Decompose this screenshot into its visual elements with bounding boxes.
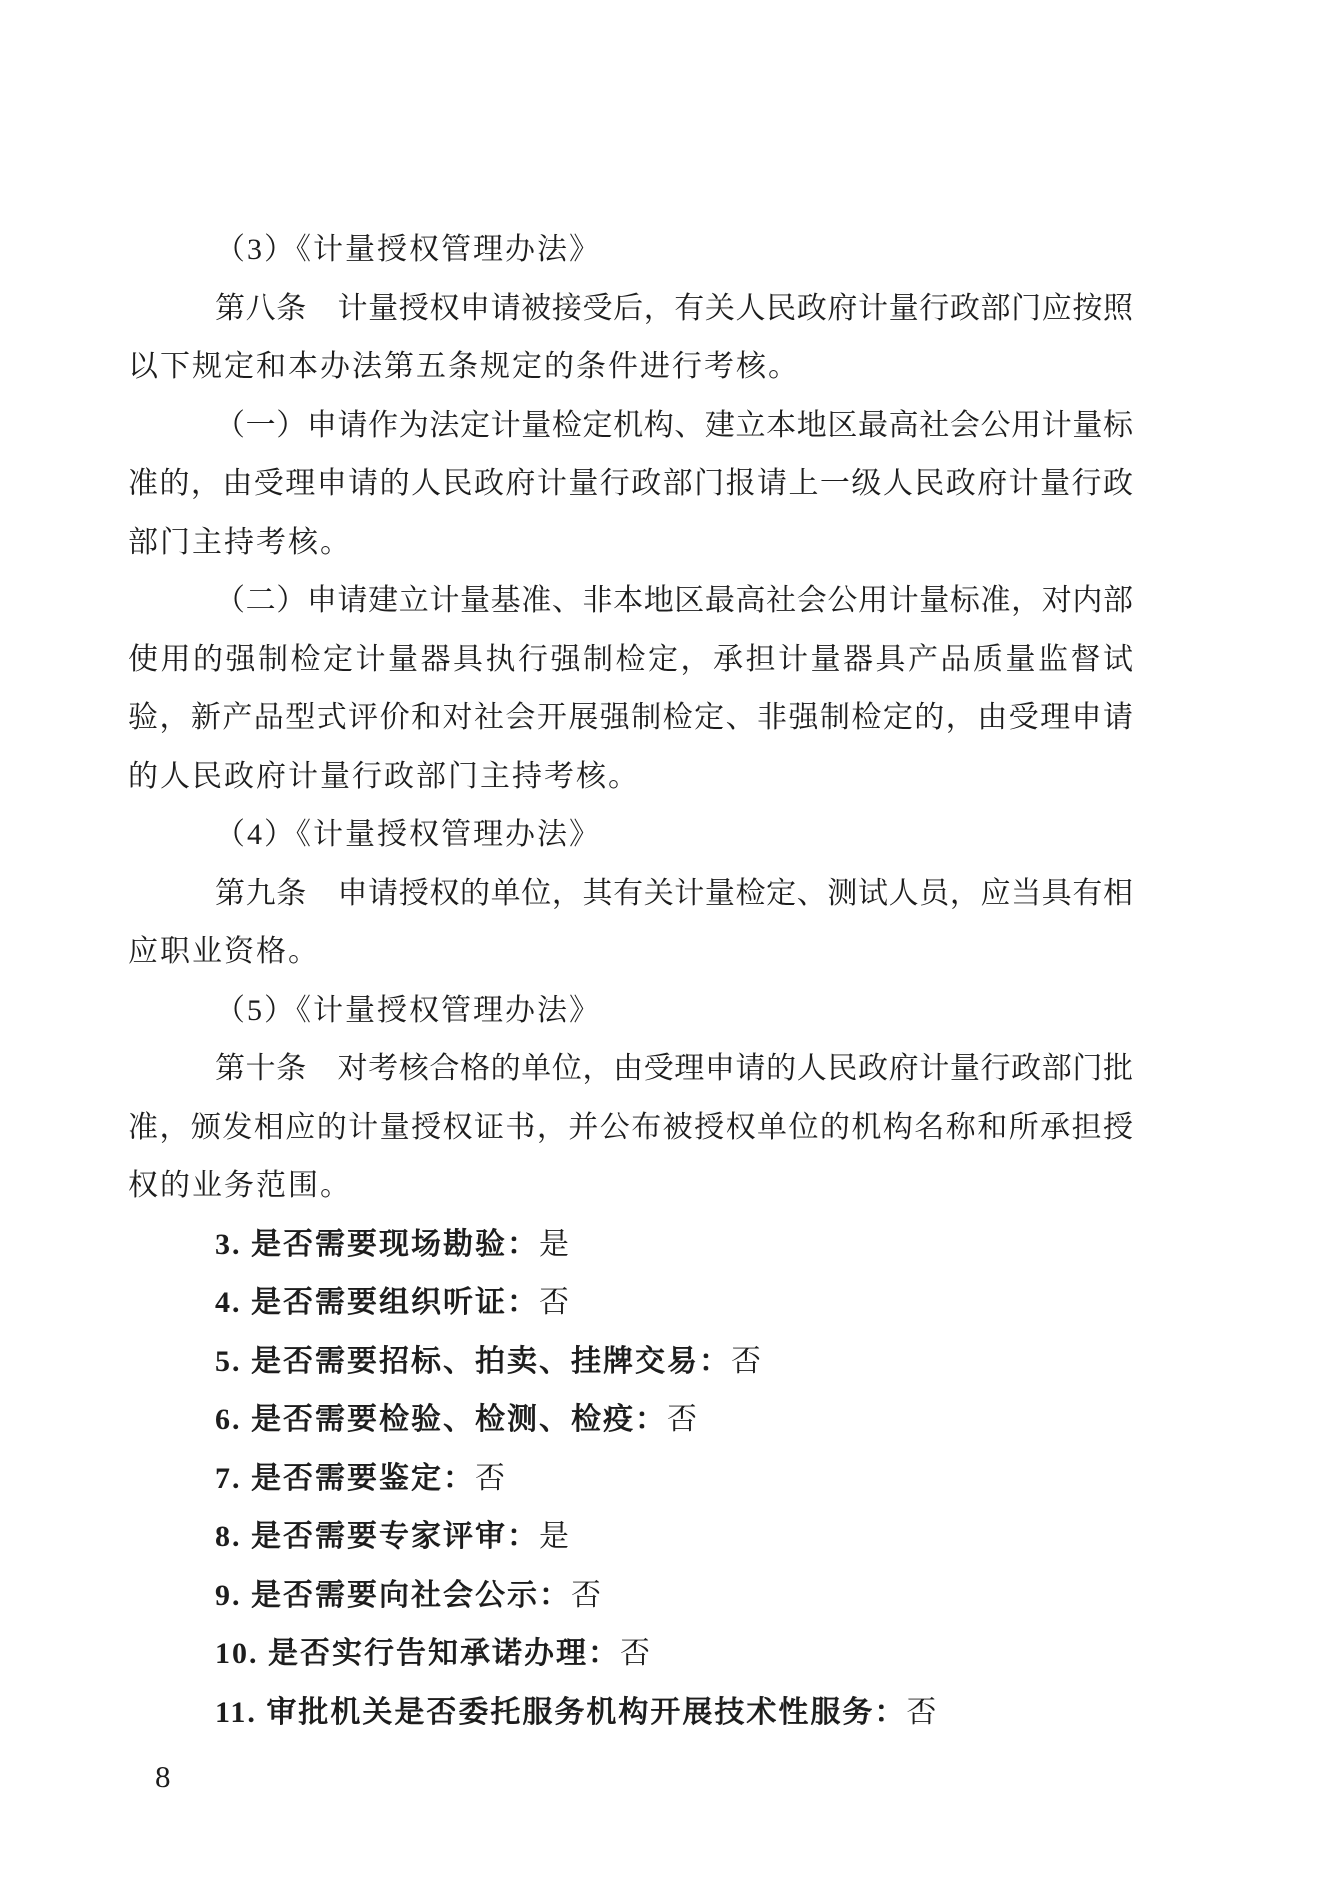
list-item-label: 4. 是否需要组织听证：: [215, 1286, 539, 1319]
text-run: （一）申请作为法定计量检定机构、建立本地区最高社会公用计量标: [215, 408, 1133, 442]
list-item-label: 3. 是否需要现场勘验：: [215, 1227, 539, 1261]
text-run: 第十条 对考核合格的单位，由受理申请的人民政府计量行政部门批: [215, 1052, 1133, 1085]
list-item-6: [128, 1391, 1133, 1450]
para-article-8-line-2: [128, 338, 1133, 397]
text-run: 准的，由受理申请的人民政府计量行政部门报请上一级人民政府计量行政: [128, 467, 1133, 500]
document-lines: [128, 221, 1133, 1742]
para-article-10-line-2: [128, 1099, 1133, 1158]
list-item-10: [128, 1625, 1133, 1684]
text-run: 使用的强制检定计量器具执行强制检定，承担计量器具产品质量监督试: [128, 642, 1133, 676]
para-item-1-line-3: [128, 514, 1133, 573]
text-run: 应职业资格。: [128, 935, 320, 968]
list-item-5: [128, 1333, 1133, 1392]
para-item-2-line-3: [128, 689, 1133, 748]
list-item-value: 否: [475, 1461, 507, 1495]
para-item-1-line-1: [128, 397, 1133, 456]
para-article-10-line-1: [128, 1040, 1133, 1099]
heading-regulation-5: [128, 982, 1133, 1041]
list-item-value: 否: [906, 1695, 939, 1729]
list-item-label: 10. 是否实行告知承诺办理：: [215, 1637, 620, 1670]
list-item-value: 否: [571, 1578, 603, 1612]
list-item-7: [128, 1450, 1133, 1509]
text-run: （5）《计量授权管理办法》: [215, 993, 601, 1027]
list-item-4: [128, 1274, 1133, 1333]
list-item-label: 7. 是否需要鉴定：: [215, 1461, 475, 1495]
list-item-label: 8. 是否需要专家评审：: [215, 1520, 539, 1553]
para-article-10-line-3: [128, 1157, 1133, 1216]
list-item-label: 9. 是否需要向社会公示：: [215, 1578, 571, 1612]
text-run: （3）《计量授权管理办法》: [215, 233, 601, 266]
para-article-9-line-1: [128, 865, 1133, 924]
list-item-value: 否: [667, 1403, 699, 1436]
heading-regulation-3: [128, 221, 1133, 280]
list-item-9: [128, 1567, 1133, 1626]
text-run: 验，新产品型式评价和对社会开展强制检定、非强制检定的，由受理申请: [128, 701, 1133, 734]
text-run: 权的业务范围。: [128, 1169, 352, 1202]
list-item-label: 6. 是否需要检验、检测、检疫：: [215, 1403, 667, 1436]
para-article-9-line-2: [128, 923, 1133, 982]
list-item-8: [128, 1508, 1133, 1567]
text-run: （二）申请建立计量基准、非本地区最高社会公用计量标准，对内部: [215, 584, 1133, 617]
text-run: 的人民政府计量行政部门主持考核。: [128, 759, 640, 793]
text-run: 第八条 计量授权申请被接受后，有关人民政府计量行政部门应按照: [215, 291, 1133, 325]
para-item-1-line-2: [128, 455, 1133, 514]
text-run: （4）《计量授权管理办法》: [215, 818, 601, 851]
list-item-value: 否: [620, 1637, 652, 1670]
list-item-label: 5. 是否需要招标、拍卖、挂牌交易：: [215, 1344, 731, 1378]
list-item-3: [128, 1216, 1133, 1275]
list-item-11: [128, 1684, 1133, 1743]
para-article-8-line-1: [128, 280, 1133, 339]
text-run: 第九条 申请授权的单位，其有关计量检定、测试人员，应当具有相: [215, 876, 1133, 910]
text-run: 部门主持考核。: [128, 525, 352, 559]
para-item-2-line-1: [128, 572, 1133, 631]
list-item-value: 否: [539, 1286, 571, 1319]
list-item-value: 是: [539, 1227, 571, 1261]
para-item-2-line-4: [128, 748, 1133, 807]
text-run: 准，颁发相应的计量授权证书，并公布被授权单位的机构名称和所承担授: [128, 1110, 1133, 1144]
list-item-value: 是: [539, 1520, 571, 1553]
text-run: 以下规定和本办法第五条规定的条件进行考核。: [128, 350, 800, 383]
heading-regulation-4: [128, 806, 1133, 865]
list-item-label: 11. 审批机关是否委托服务机构开展技术性服务：: [215, 1695, 907, 1729]
page-number: 8: [155, 1759, 171, 1794]
list-item-value: 否: [731, 1344, 763, 1378]
para-item-2-line-2: [128, 631, 1133, 690]
